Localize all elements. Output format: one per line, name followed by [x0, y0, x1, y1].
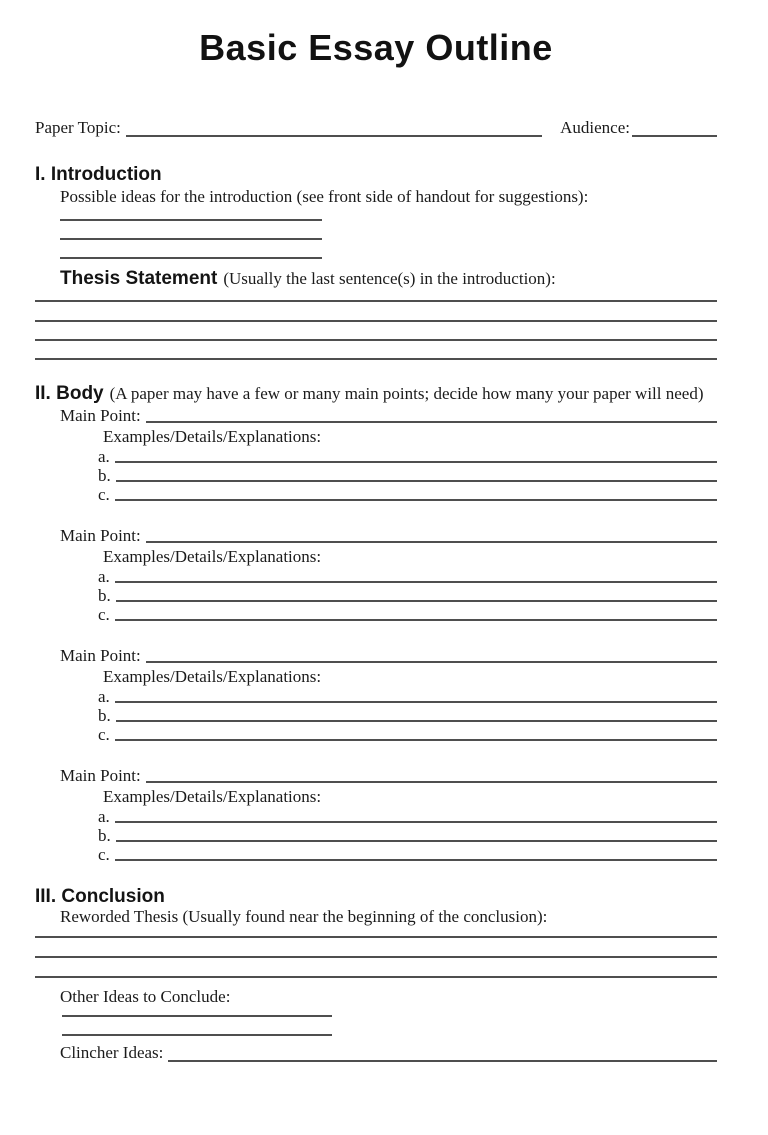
examples-heading-row: [103, 426, 717, 447]
item-label-c: c.: [98, 725, 110, 744]
item-blank-line: [115, 687, 717, 703]
example-item-row: [98, 706, 717, 725]
main-point-row: [60, 646, 717, 666]
introduction-prompt: Possible ideas for the introduction (see front side of handout for suggestions):: [60, 187, 589, 206]
item-blank-line: [115, 845, 717, 861]
item-blank-line: [116, 826, 717, 842]
main-point-label: Main Point:: [60, 406, 141, 425]
item-label-b: b.: [98, 706, 111, 725]
clincher-blank-line: [168, 1043, 717, 1062]
main-point-blank-line: [146, 406, 717, 423]
examples-heading: Examples/Details/Explanations:: [103, 787, 322, 806]
example-item-row: [98, 605, 717, 624]
reworded-blank-line: [35, 958, 717, 978]
examples-heading-row: [103, 786, 717, 807]
body-heading: II. Body: [35, 383, 104, 404]
example-item-row: [98, 807, 717, 826]
paper-topic-label: Paper Topic:: [35, 118, 121, 137]
item-label-b: b.: [98, 826, 111, 845]
item-blank-line: [116, 586, 717, 602]
reworded-thesis-prompt: Reworded Thesis (Usually found near the beginning of the conclusion):: [60, 907, 548, 926]
item-label-a: a.: [98, 807, 110, 826]
example-item-row: [98, 447, 717, 466]
example-item-row: [98, 586, 717, 605]
main-point-row: [60, 526, 717, 546]
idea-blank-line: [60, 240, 322, 259]
main-point-block: [35, 406, 717, 504]
item-blank-line: [115, 807, 717, 823]
page-title: Basic Essay Outline: [199, 27, 553, 68]
item-label-a: a.: [98, 447, 110, 466]
main-point-row: [60, 406, 717, 426]
main-point-label: Main Point:: [60, 646, 141, 665]
main-point-label: Main Point:: [60, 766, 141, 785]
item-label-c: c.: [98, 605, 110, 624]
examples-heading-row: [103, 546, 717, 567]
thesis-blank-line: [35, 322, 717, 341]
audience-blank-line: [632, 118, 717, 137]
item-blank-line: [115, 725, 717, 741]
main-point-blank-line: [146, 766, 717, 783]
item-blank-line: [115, 447, 717, 463]
item-blank-line: [116, 706, 717, 722]
examples-heading: Examples/Details/Explanations:: [103, 547, 322, 566]
example-item-row: [98, 567, 717, 586]
main-point-blank-line: [146, 526, 717, 543]
thesis-blank-line: [35, 289, 717, 302]
item-label-b: b.: [98, 466, 111, 485]
main-point-blank-line: [146, 646, 717, 663]
example-item-row: [98, 687, 717, 706]
item-blank-line: [116, 466, 717, 482]
example-item-row: [98, 466, 717, 485]
example-item-row: [98, 725, 717, 744]
paper-topic-blank-line: [126, 118, 542, 137]
other-ideas-blank-line: [62, 1007, 332, 1017]
clincher-label: Clincher Ideas:: [60, 1043, 164, 1062]
main-point-block: [35, 766, 717, 864]
conclusion-heading: III. Conclusion: [35, 886, 165, 907]
body-heading-row: [35, 383, 717, 404]
clincher-row: [60, 1043, 717, 1065]
reworded-blank-line: [35, 938, 717, 958]
item-label-c: c.: [98, 485, 110, 504]
example-item-row: [98, 485, 717, 504]
main-point-block: [35, 646, 717, 744]
example-item-row: [98, 845, 717, 864]
main-point-label: Main Point:: [60, 526, 141, 545]
thesis-blank-line: [35, 302, 717, 322]
main-point-block: [35, 526, 717, 624]
thesis-blank-line: [35, 341, 717, 360]
item-label-a: a.: [98, 567, 110, 586]
main-point-row: [60, 766, 717, 786]
other-ideas-label: Other Ideas to Conclude:: [60, 987, 231, 1006]
topic-audience-row: [35, 118, 717, 140]
idea-blank-line: [60, 221, 322, 240]
item-blank-line: [115, 605, 717, 621]
audience-label: Audience:: [560, 118, 630, 137]
idea-blank-line: [60, 207, 322, 221]
thesis-note: (Usually the last sentence(s) in the introduction):: [223, 269, 556, 288]
item-label-a: a.: [98, 687, 110, 706]
other-ideas-blank-line: [62, 1017, 332, 1036]
item-blank-line: [115, 567, 717, 583]
thesis-heading: Thesis Statement: [60, 268, 218, 289]
introduction-heading: I. Introduction: [35, 164, 162, 185]
examples-heading: Examples/Details/Explanations:: [103, 427, 322, 446]
item-blank-line: [115, 485, 717, 501]
reworded-blank-line: [35, 928, 717, 938]
body-note: (A paper may have a few or many main points; decide how many your paper will need): [109, 384, 704, 403]
examples-heading: Examples/Details/Explanations:: [103, 667, 322, 686]
item-label-c: c.: [98, 845, 110, 864]
examples-heading-row: [103, 666, 717, 687]
example-item-row: [98, 826, 717, 845]
thesis-statement-row: [60, 267, 717, 289]
item-label-b: b.: [98, 586, 111, 605]
